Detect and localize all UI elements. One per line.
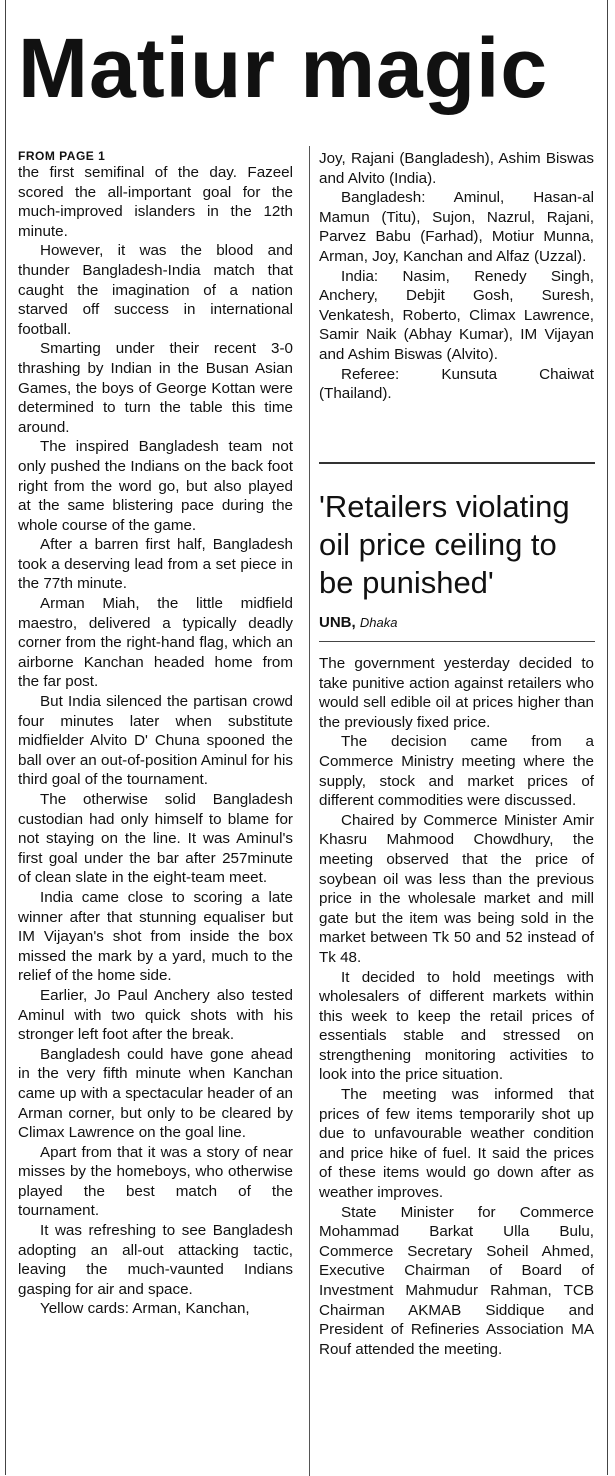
oil-story-body [319,654,594,1359]
byline-place: Dhaka [359,615,398,630]
paragraph: Apart from that it was a story of near misses by the homeboys, who otherwise played the best match of the tournament. [18,1143,293,1220]
paragraph: The meeting was informed that prices of few items temporarily shot up due to unfavourable weather condition and price hike of fuel. It said the prices of these items would go down after as weather improves. [319,1086,594,1202]
paragraph: Smarting under their recent 3-0 thrashing by Indian in the Busan Asian Games, the boys of George Kottan were determined to turn the table this time around. [18,340,293,436]
sports-story-column [18,149,293,1319]
paragraph: The decision came from a Commerce Ministry meeting where the supply, stock and market prices of different commodities were discussed. [319,733,594,810]
story-divider [319,462,595,464]
byline [319,614,397,631]
byline-rule [319,641,595,642]
paragraph: Arman Miah, the little midfield maestro, delivered a typically deadly corner from the right-hand flag, which an airborne Kanchan headed home from the far post. [18,595,293,691]
paragraph: State Minister for Commerce Mohammad Barkat Ulla Bulu, Commerce Secretary Soheil Ahmed, Executive Chairman of Board of Investment Mahmudur Rahman, TCB Chairman AKMAB Siddique and President of Refineries Association MA Rouf attended the meeting. [319,1203,594,1358]
lineup-india: India: Nasim, Renedy Singh, Anchery, Debjit Gosh, Suresh, Venkatesh, Roberto, Climax Lawrence, Samir Naik (Abhay Kumar), IM Vijayan and Ashim Biswas (Alvito). [319,267,594,363]
sports-story-continued [319,149,594,404]
paragraph: However, it was the blood and thunder Bangladesh-India match that caught the imagination of a nation starved off success in international football. [18,242,293,338]
paragraph: The inspired Bangladesh team not only pushed the Indians on the back foot right from the word go, but also played at the same blistering pace during the whole course of the game. [18,438,293,534]
byline-agency: UNB, [319,614,356,631]
main-headline: Matiur magic [18,21,549,115]
lineup-bangladesh: Bangladesh: Aminul, Hasan-al Mamun (Titu), Sujon, Nazrul, Rajani, Parvez Babu (Farhad), Motiur Munna, Arman, Joy, Kanchan and Alfaz (Uzzal). [319,189,594,265]
paragraph: Joy, Rajani (Bangladesh), Ashim Biswas and Alvito (India). [319,150,594,187]
oil-story-headline: 'Retailers violating oil price ceiling to be punished' [319,489,570,600]
paragraph: Bangladesh could have gone ahead in the very fifth minute when Kanchan came up with a spectacular header of an Arman corner, but only to be cleared by Climax Lawrence on the goal line. [18,1045,293,1142]
paragraph: the first semifinal of the day. Fazeel scored the all-important goal for the much-improved islanders in the 12th minute. [18,164,293,240]
paragraph: The government yesterday decided to take punitive action against retailers who would sell edible oil at prices higher than the previously fixed price. [319,655,594,731]
referee: Referee: Kunsuta Chaiwat (Thailand). [319,365,594,403]
page-border-left [5,0,6,1475]
paragraph: India came close to scoring a late winner after that stunning equaliser but IM Vijayan's shot from inside the box missed the mark by a yard, much to the relief of the home side. [18,888,293,985]
paragraph: The otherwise solid Bangladesh custodian had only himself to blame for not staying on the line. It was Aminul's first goal under the bar after 257minute of clean slate in the eight-team meet. [18,791,293,887]
paragraph: Chaired by Commerce Minister Amir Khasru Mahmood Chowdhury, the meeting observed that the price of soybean oil was less than the previous price in the wholesale market and mill gate but the item was being sold in the market between Tk 50 and 52 instead of Tk 48. [319,811,594,966]
paragraph: It was refreshing to see Bangladesh adopting an all-out attacking tactic, leaving the much-vaunted Indians gasping for air and space. [18,1222,293,1298]
paragraph: Yellow cards: Arman, Kanchan, [40,1300,250,1318]
paragraph: After a barren first half, Bangladesh took a deserving lead from a set piece in the 77th minute. [18,536,293,593]
page-border-right [607,0,608,1475]
kicker: FROM PAGE 1 [18,149,106,163]
column-divider [309,146,310,1476]
paragraph: Earlier, Jo Paul Anchery also tested Aminul with two quick shots with his stronger left foot after the break. [18,986,293,1044]
paragraph: It decided to hold meetings with wholesalers of different markets within this week to keep the retail prices of essentials stable and stressed on strengthening monitoring activities to look into the price situation. [319,968,594,1084]
paragraph: But India silenced the partisan crowd four minutes later when substitute midfielder Alvito D' Chuna spooned the ball over an out-of-position Aminul for his third goal of the tournament. [18,693,293,789]
